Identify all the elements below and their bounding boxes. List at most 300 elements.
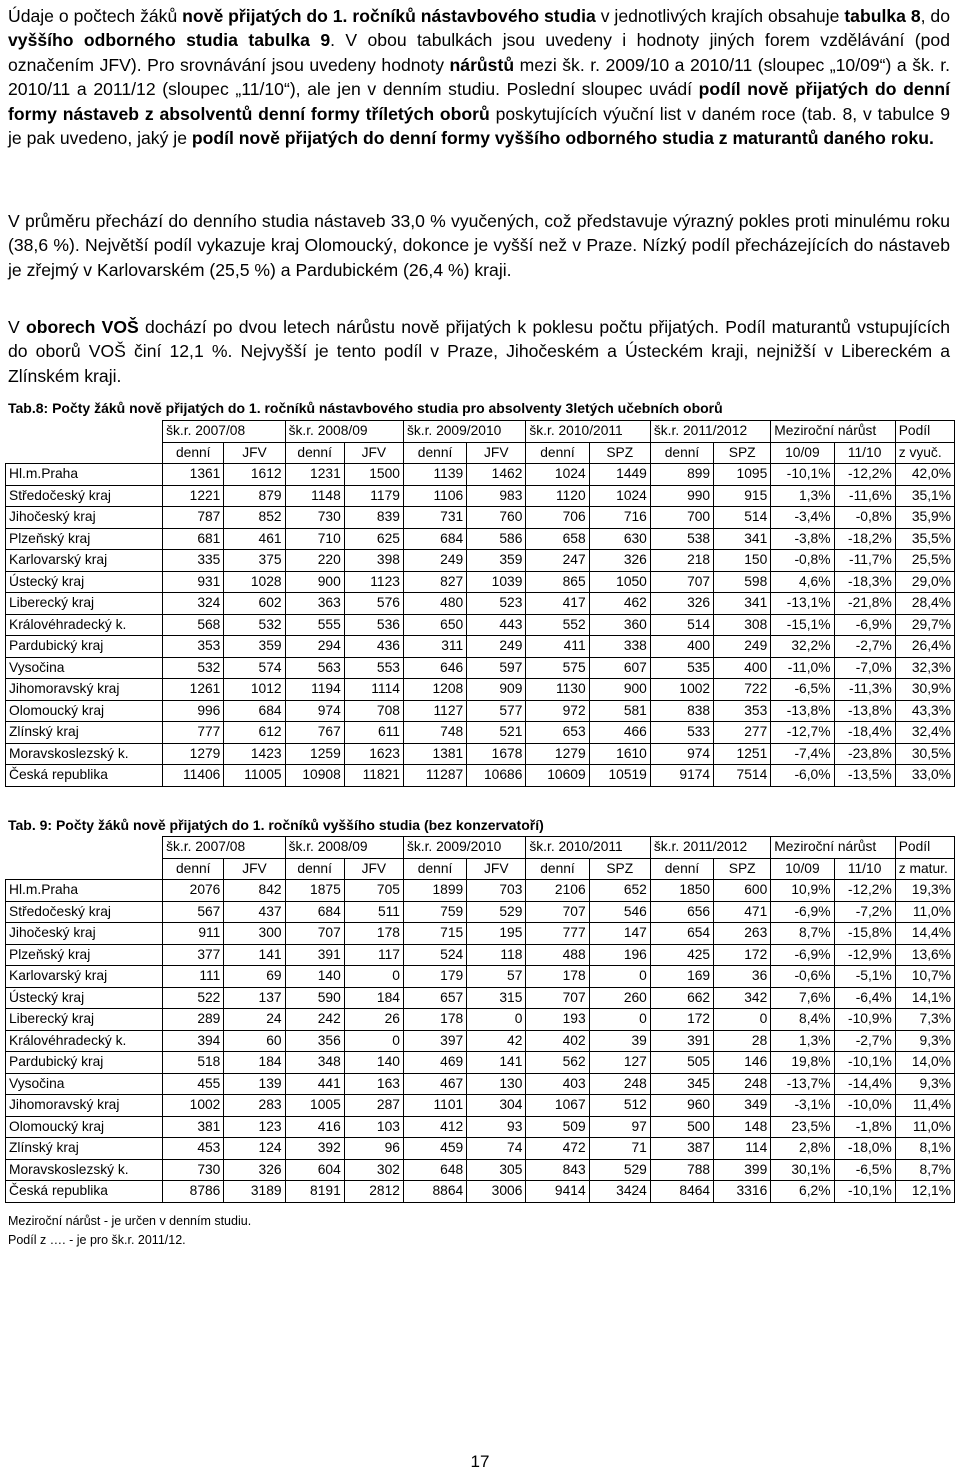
region-label: Hl.m.Praha [6,464,163,486]
table-cell: 839 [344,507,403,529]
table-cell: 36 [714,966,771,988]
table-cell: 96 [344,1138,403,1160]
region-label: Moravskoslezský k. [6,1159,163,1181]
year-header: Podíl [895,837,954,859]
table-cell: 93 [467,1116,526,1138]
table-cell: 1194 [285,679,344,701]
table-cell: 1148 [285,485,344,507]
year-header: Podíl [895,421,954,443]
table-cell: 731 [403,507,466,529]
table-cell: 184 [224,1052,285,1074]
table-cell: 879 [224,485,285,507]
table-cell: 141 [467,1052,526,1074]
table-cell: 523 [467,593,526,615]
table-cell: 359 [467,550,526,572]
table-cell: 2106 [526,880,589,902]
table-cell: 249 [714,636,771,658]
table-cell: 30,1% [771,1159,834,1181]
table-cell: -6,5% [771,679,834,701]
table-cell: 900 [285,571,344,593]
table-cell: -7,0% [834,657,895,679]
table-cell: 103 [344,1116,403,1138]
sub-header: denní [650,858,713,880]
table-cell: 7,3% [895,1009,954,1031]
table-cell: 1279 [163,743,224,765]
table-cell: 71 [589,1138,650,1160]
table-cell: -11,6% [834,485,895,507]
region-label: Česká republika [6,1181,163,1203]
table9 [5,836,955,1203]
table-row [6,743,955,765]
table-cell: 1623 [344,743,403,765]
table-cell: -11,7% [834,550,895,572]
table-cell: 353 [163,636,224,658]
table-cell: 900 [589,679,650,701]
table-cell: 387 [650,1138,713,1160]
sub-header: JFV [467,442,526,464]
table-cell: 377 [163,944,224,966]
table-cell: 0 [589,1009,650,1031]
table-cell: 1678 [467,743,526,765]
table-cell: 10,7% [895,966,954,988]
table-cell: 218 [650,550,713,572]
table-cell: 760 [467,507,526,529]
table-cell: 411 [526,636,589,658]
year-header: Meziroční nárůst [771,837,895,859]
table-cell: 412 [403,1116,466,1138]
table-cell: 576 [344,593,403,615]
table-cell: 363 [285,593,344,615]
table-cell: 57 [467,966,526,988]
table-cell: 1005 [285,1095,344,1117]
table-cell: 436 [344,636,403,658]
table-cell: 706 [526,507,589,529]
table-cell: 512 [589,1095,650,1117]
table-cell: 453 [163,1138,224,1160]
table-cell: 150 [714,550,771,572]
table-cell: 184 [344,987,403,1009]
table-row [6,679,955,701]
table-row [6,1073,955,1095]
sub-header: z vyuč. [895,442,954,464]
table-cell: -13,7% [771,1073,834,1095]
table-cell: 467 [403,1073,466,1095]
region-label: Jihočeský kraj [6,507,163,529]
table-cell: 1095 [714,464,771,486]
table-cell: 535 [650,657,713,679]
table-cell: 242 [285,1009,344,1031]
table-cell: 461 [224,528,285,550]
table-row [6,1095,955,1117]
table-row [6,1116,955,1138]
table-cell: 193 [526,1009,589,1031]
table-cell: 529 [589,1159,650,1181]
table-cell: 471 [714,901,771,923]
table-cell: 1610 [589,743,650,765]
table-cell: 10609 [526,765,589,787]
table-cell: 400 [650,636,713,658]
table-cell: 899 [650,464,713,486]
sub-header: JFV [344,858,403,880]
table-cell: 326 [589,550,650,572]
sub-header: JFV [467,858,526,880]
table-cell: 500 [650,1116,713,1138]
table-cell: 294 [285,636,344,658]
table-cell: 1002 [163,1095,224,1117]
table-cell: 1423 [224,743,285,765]
table-cell: 646 [403,657,466,679]
table-cell: -10,9% [834,1009,895,1031]
table-cell: 443 [467,614,526,636]
table-cell: 0 [467,1009,526,1031]
table-cell: 195 [467,923,526,945]
table-cell: 9,3% [895,1030,954,1052]
table-cell: -15,8% [834,923,895,945]
sub-header: denní [403,442,466,464]
table-cell: 575 [526,657,589,679]
table-cell: -3,8% [771,528,834,550]
table-cell: 169 [650,966,713,988]
table-cell: 700 [650,507,713,529]
table-cell: 722 [714,679,771,701]
table-cell: 514 [714,507,771,529]
region-label: Královéhradecký k. [6,1030,163,1052]
table-cell: 459 [403,1138,466,1160]
table-cell: 536 [344,614,403,636]
table-cell: 842 [224,880,285,902]
table-cell: 400 [714,657,771,679]
table-cell: 146 [714,1052,771,1074]
table-cell: 852 [224,507,285,529]
table-cell: 707 [526,901,589,923]
table-cell: 29,0% [895,571,954,593]
region-label: Pardubický kraj [6,1052,163,1074]
table-cell: 74 [467,1138,526,1160]
table-cell: 1130 [526,679,589,701]
table-cell: 14,1% [895,987,954,1009]
table-cell: 341 [714,593,771,615]
table-cell: 586 [467,528,526,550]
table-cell: -15,1% [771,614,834,636]
table-cell: 6,2% [771,1181,834,1203]
table-cell: 97 [589,1116,650,1138]
table-cell: 662 [650,987,713,1009]
table-cell: -18,4% [834,722,895,744]
table-cell: 30,5% [895,743,954,765]
table-cell: 529 [467,901,526,923]
table-cell: 391 [650,1030,713,1052]
region-label: Ústecký kraj [6,987,163,1009]
table-cell: 349 [714,1095,771,1117]
table-cell: 0 [714,1009,771,1031]
table-cell: 147 [589,923,650,945]
average-paragraph: V průměru přechází do denního studia nástaveb 33,0 % vyučených, což představuje výrazný pokles proti minulému roku (38,6 %). Největší podíl vykazuje kraj Olomoucký, dokonce je vyšší než v Praze. Nízký podíl přecházejících do nástaveb je zřejmý v Karlovarském (25,5 %) a Pardubickém (26,4 %) kraji. [8,211,950,280]
table-cell: 139 [224,1073,285,1095]
table-cell: 1012 [224,679,285,701]
table-row [6,507,955,529]
table-cell: 612 [224,722,285,744]
table-cell: 10908 [285,765,344,787]
table-row [6,1009,955,1031]
table-cell: 466 [589,722,650,744]
table-cell: 311 [403,636,466,658]
table-cell: 9174 [650,765,713,787]
table-cell: 630 [589,528,650,550]
table-cell: 684 [403,528,466,550]
table-cell: 607 [589,657,650,679]
table-cell: 1381 [403,743,466,765]
table-cell: 1139 [403,464,466,486]
table-cell: -2,7% [834,636,895,658]
table-cell: 1612 [224,464,285,486]
table-cell: 14,4% [895,923,954,945]
table-cell: 546 [589,901,650,923]
table-cell: 652 [589,880,650,902]
region-label: Vysočina [6,657,163,679]
table-cell: 8,1% [895,1138,954,1160]
table-cell: -6,9% [834,614,895,636]
table-cell: 326 [650,593,713,615]
table-cell: 35,1% [895,485,954,507]
table-cell: 524 [403,944,466,966]
table-cell: 602 [224,593,285,615]
table-cell: 8191 [285,1181,344,1203]
table-cell: 567 [163,901,224,923]
table-cell: 8,7% [771,923,834,945]
table-cell: 8,7% [895,1159,954,1181]
table-row [6,636,955,658]
table-cell: 2076 [163,880,224,902]
table-cell: 715 [403,923,466,945]
table-cell: 0 [344,1030,403,1052]
table-cell: 909 [467,679,526,701]
region-label: Královéhradecký k. [6,614,163,636]
table-cell: 342 [714,987,771,1009]
table-cell: 555 [285,614,344,636]
table-cell: 915 [714,485,771,507]
table-cell: 600 [714,880,771,902]
table-cell: 656 [650,901,713,923]
table-cell: 657 [403,987,466,1009]
table-cell: 425 [650,944,713,966]
table-cell: 604 [285,1159,344,1181]
year-header: šk.r. 2007/08 [163,421,285,443]
table-cell: 658 [526,528,589,550]
table-cell: 1039 [467,571,526,593]
table-cell: 11005 [224,765,285,787]
table-cell: 9414 [526,1181,589,1203]
sub-header: 11/10 [834,858,895,880]
table-cell: 196 [589,944,650,966]
region-label: Středočeský kraj [6,901,163,923]
table-cell: 140 [344,1052,403,1074]
table-cell: 11821 [344,765,403,787]
table-cell: 2812 [344,1181,403,1203]
table-cell: 827 [403,571,466,593]
table-cell: 10519 [589,765,650,787]
table-cell: 32,2% [771,636,834,658]
table-cell: 13,6% [895,944,954,966]
table-cell: 26 [344,1009,403,1031]
footnote-growth: Meziroční nárůst - je určen v denním studiu. [8,1214,252,1228]
table-cell: -1,8% [834,1116,895,1138]
table-cell: 141 [224,944,285,966]
table-cell: 178 [344,923,403,945]
region-label: Karlovarský kraj [6,966,163,988]
table-cell: -6,0% [771,765,834,787]
table-cell: 25,5% [895,550,954,572]
table-cell: 983 [467,485,526,507]
sub-header: denní [163,858,224,880]
table-cell: 518 [163,1052,224,1074]
table-cell: 1208 [403,679,466,701]
table-cell: -14,4% [834,1073,895,1095]
table-cell: 577 [467,700,526,722]
sub-header: z matur. [895,858,954,880]
table-cell: 865 [526,571,589,593]
region-label: Vysočina [6,1073,163,1095]
table-cell: -10,1% [834,1052,895,1074]
table-cell: 707 [650,571,713,593]
table-cell: 8786 [163,1181,224,1203]
table-cell: -10,0% [834,1095,895,1117]
table-cell: -18,2% [834,528,895,550]
year-header: šk.r. 2010/2011 [526,421,650,443]
table-cell: 1259 [285,743,344,765]
table-cell: 1,3% [771,485,834,507]
table-cell: 653 [526,722,589,744]
table-cell: 9,3% [895,1073,954,1095]
table-cell: 777 [163,722,224,744]
table-cell: 3316 [714,1181,771,1203]
table-cell: 60 [224,1030,285,1052]
header-blank [6,421,163,464]
table-cell: 23,5% [771,1116,834,1138]
table-cell: -12,2% [834,880,895,902]
table-cell: -0,8% [771,550,834,572]
table-cell: 114 [714,1138,771,1160]
year-header: šk.r. 2011/2012 [650,421,770,443]
table-cell: 14,0% [895,1052,954,1074]
table-cell: 7,6% [771,987,834,1009]
table-cell: 302 [344,1159,403,1181]
table-cell: 42,0% [895,464,954,486]
table-cell: 522 [163,987,224,1009]
table-cell: -10,1% [834,1181,895,1203]
sub-header: denní [163,442,224,464]
table-cell: 1123 [344,571,403,593]
table-cell: 1899 [403,880,466,902]
table-cell: 1462 [467,464,526,486]
sub-header: JFV [344,442,403,464]
table-cell: 1127 [403,700,466,722]
table-cell: -13,8% [771,700,834,722]
footnote-share: Podíl z …. - je pro šk.r. 2011/12. [8,1233,186,1247]
table-cell: 562 [526,1052,589,1074]
sub-header: JFV [224,858,285,880]
table-cell: 568 [163,614,224,636]
table-cell: 341 [714,528,771,550]
table-cell: 32,3% [895,657,954,679]
table-cell: 684 [285,901,344,923]
table-cell: 1500 [344,464,403,486]
sub-header: SPZ [589,858,650,880]
year-header: šk.r. 2011/2012 [650,837,770,859]
region-label: Plzeňský kraj [6,528,163,550]
table-cell: 563 [285,657,344,679]
table-cell: 990 [650,485,713,507]
region-label: Pardubický kraj [6,636,163,658]
table-cell: 19,3% [895,880,954,902]
table-cell: 8464 [650,1181,713,1203]
table-cell: 759 [403,901,466,923]
table-cell: 8,4% [771,1009,834,1031]
table-cell: 283 [224,1095,285,1117]
table-cell: 488 [526,944,589,966]
region-label: Jihočeský kraj [6,923,163,945]
table-cell: 248 [589,1073,650,1095]
sub-header: SPZ [714,858,771,880]
region-label: Středočeský kraj [6,485,163,507]
table-cell: 308 [714,614,771,636]
table-cell: 178 [526,966,589,988]
table-row [6,528,955,550]
table-row [6,593,955,615]
table-cell: 650 [403,614,466,636]
table-row [6,550,955,572]
table-cell: 397 [403,1030,466,1052]
table-cell: -13,1% [771,593,834,615]
sub-header: SPZ [589,442,650,464]
table-cell: 12,1% [895,1181,954,1203]
table-cell: 11,0% [895,1116,954,1138]
table-cell: 1002 [650,679,713,701]
vos-paragraph: V oborech VOŠ dochází po dvou letech nárůstu nově přijatých k poklesu počtu přijatých. Podíl maturantů vstupujících do oborů VOŠ činí 12,1 %. Nejvyšší je tento podíl v Praze, Jihočeském a Ústeckém kraji, nejnižší v Libereckém a Zlínském kraji. [8,317,950,386]
year-header: šk.r. 2007/08 [163,837,285,859]
table-cell: -7,4% [771,743,834,765]
table-cell: -5,1% [834,966,895,988]
table-cell: -21,8% [834,593,895,615]
table-cell: 394 [163,1030,224,1052]
table-row [6,722,955,744]
table-row [6,464,955,486]
sub-header: denní [285,442,344,464]
table-cell: 335 [163,550,224,572]
region-label: Jihomoravský kraj [6,679,163,701]
table-cell: 0 [589,966,650,988]
region-label: Hl.m.Praha [6,880,163,902]
sub-header: 10/09 [771,858,834,880]
sub-header: denní [526,858,589,880]
table-cell: 532 [224,614,285,636]
table-cell: 348 [285,1052,344,1074]
table-row [6,901,955,923]
table-cell: 11406 [163,765,224,787]
table-cell: 767 [285,722,344,744]
table-cell: 1221 [163,485,224,507]
table-cell: -6,9% [771,901,834,923]
intro-paragraph: Údaje o počtech žáků nově přijatých do 1. ročníků nástavbového studia v jednotlivých krajích obsahuje tabulka 8, do vyššího odborného studia tabulka 9. V obou tabulkách jsou uvedeny i hodnoty jiných forem vzdělávání (pod označením JFV). Pro srovnávání jsou uvedeny hodnoty nárůstů mezi šk. r. 2009/10 a 2010/11 (sloupec „10/09“) a šk. r. 2010/11 a 2011/12 (sloupec „11/10“), ale jen v denním studiu. Poslední sloupec uvádí podíl nově přijatých do denní formy nástaveb z absolventů denní formy tříletých oborů poskytujících výuční list v daném roce (tab. 8, v tabulce 9 je pak uvedeno, jaký je podíl nově přijatých do denní formy vyššího odborného studia z maturantů daného roku. [8,6,950,149]
sub-header: denní [650,442,713,464]
table-cell: 1449 [589,464,650,486]
table-cell: 3006 [467,1181,526,1203]
table-cell: 462 [589,593,650,615]
table-cell: 26,4% [895,636,954,658]
table-cell: 1,3% [771,1030,834,1052]
table-cell: 300 [224,923,285,945]
region-label: Karlovarský kraj [6,550,163,572]
table-cell: 788 [650,1159,713,1181]
